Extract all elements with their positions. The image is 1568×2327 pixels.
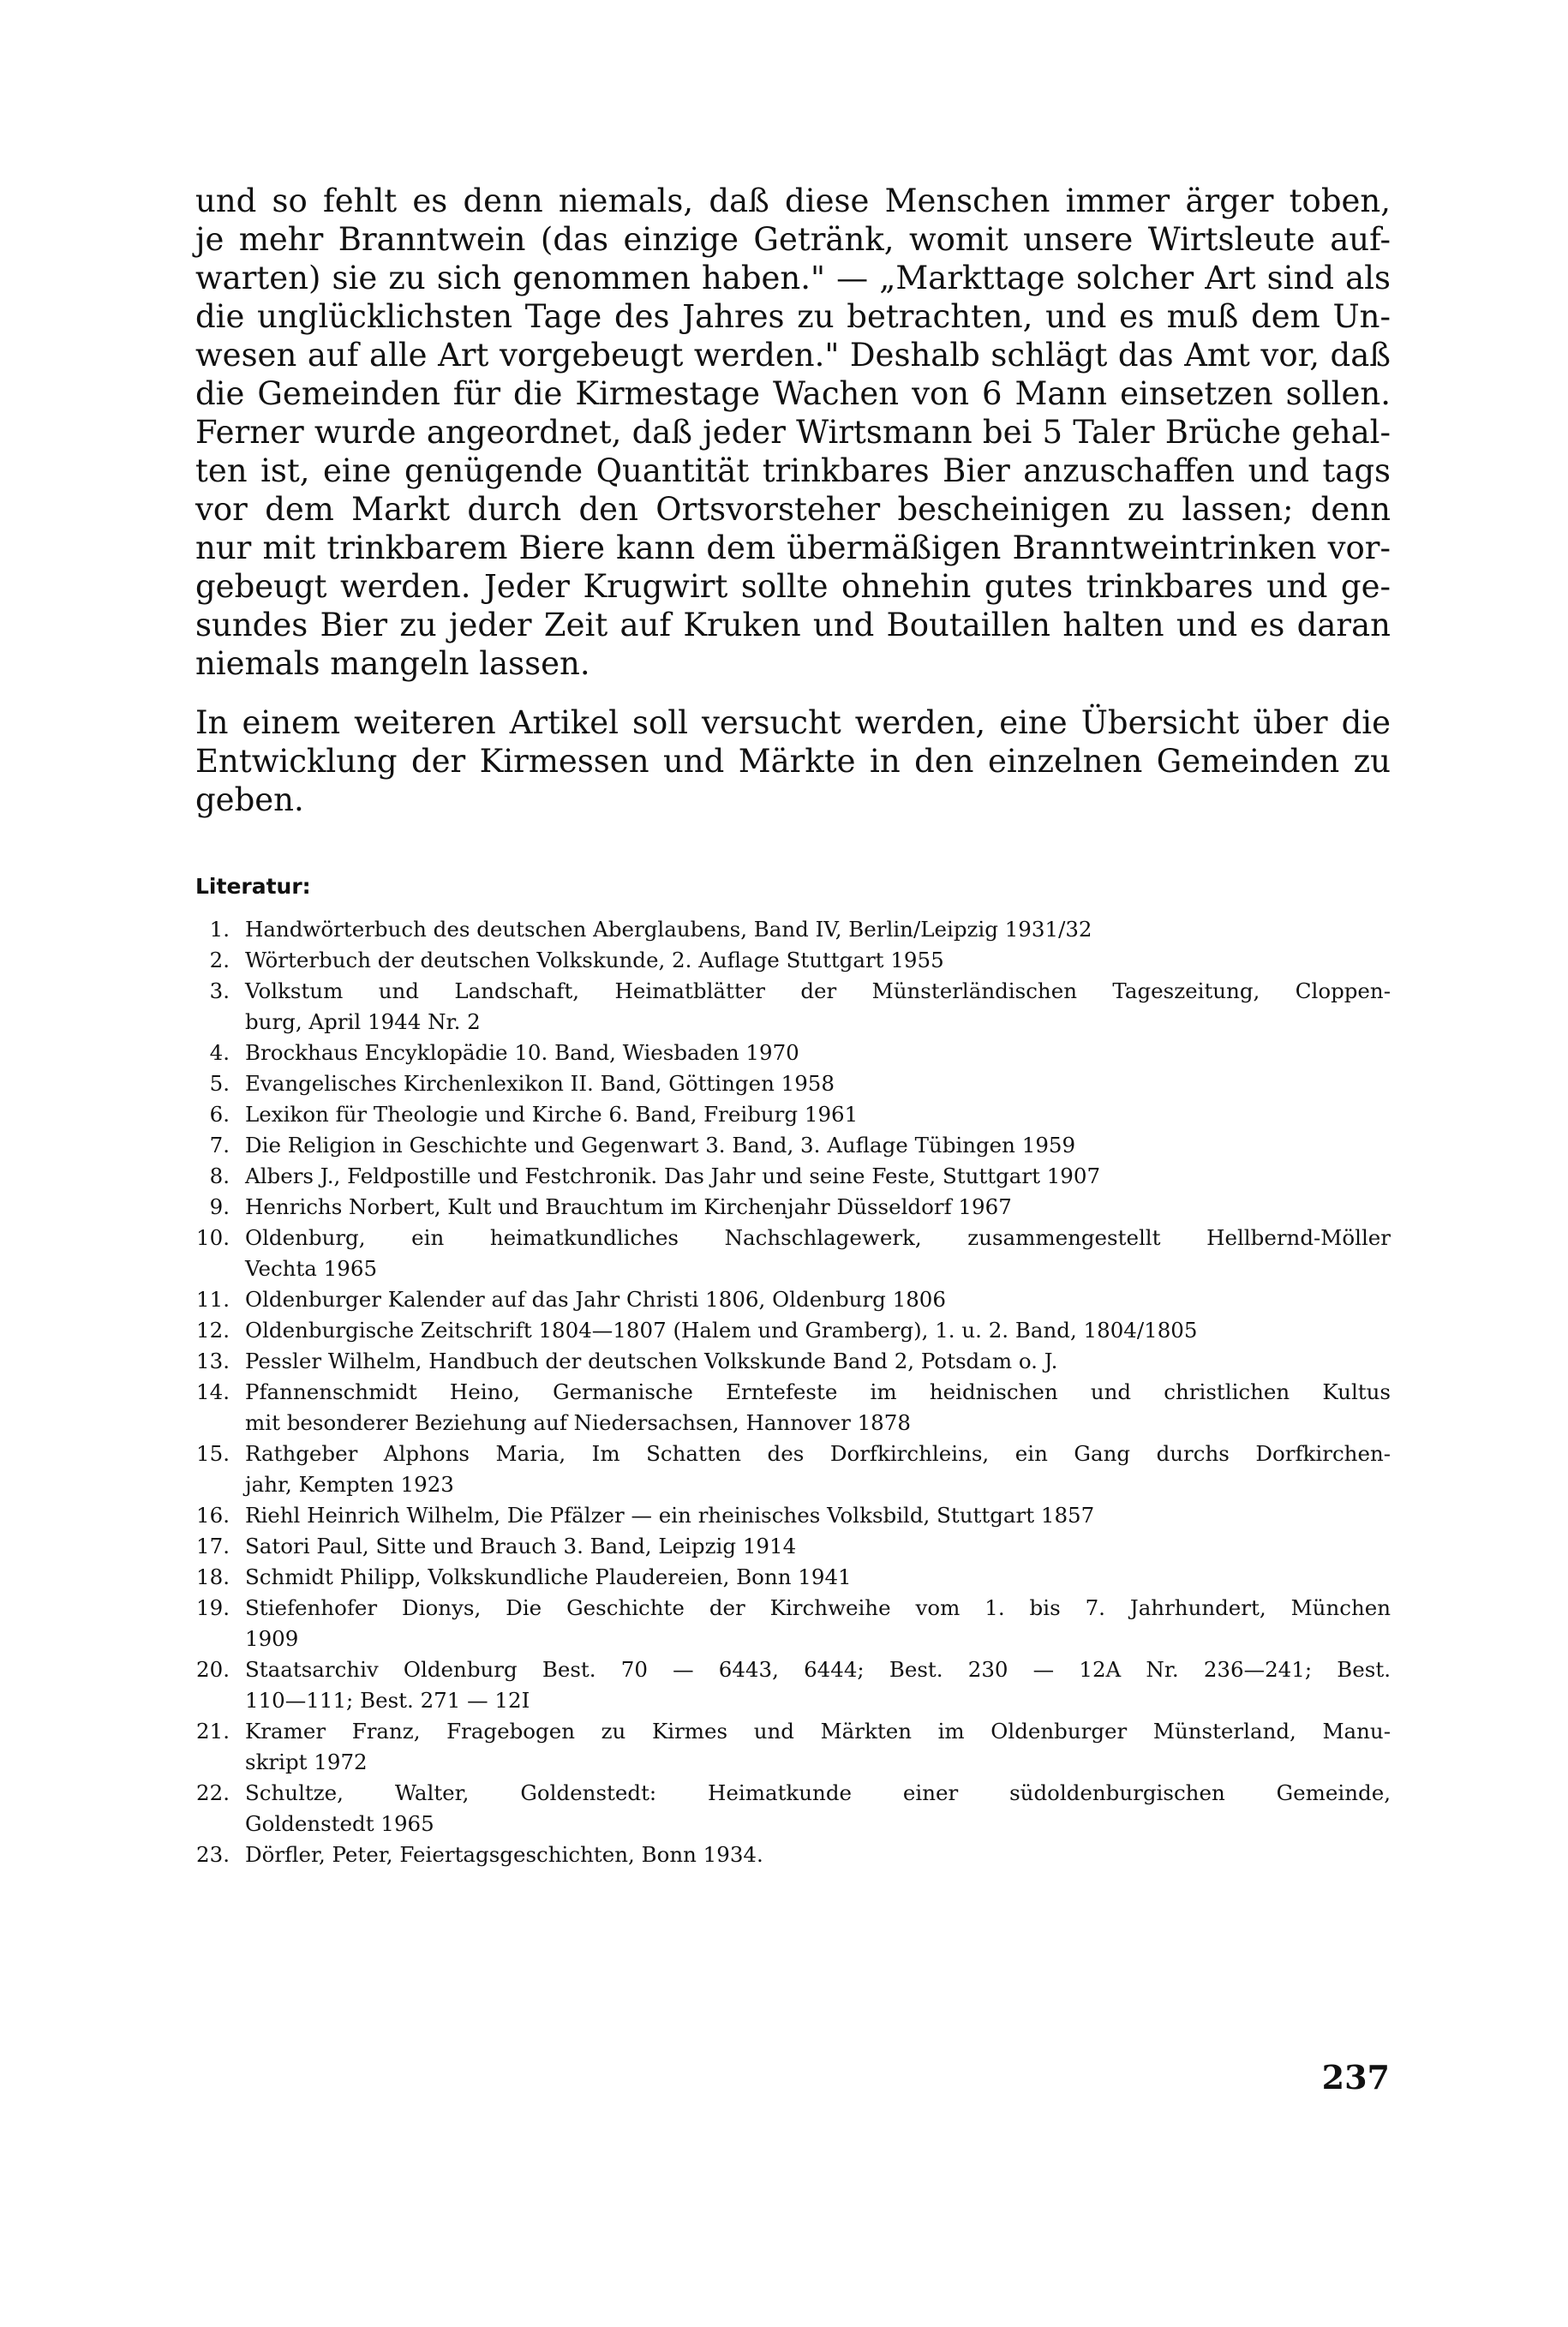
literature-item-line: skript 1972 (245, 1750, 368, 1774)
literature-item-number: 16. (196, 1503, 230, 1528)
literature-item (195, 1130, 1391, 1161)
body-line: gebeugt werden. Jeder Krugwirt sollte ohnehin gutes trinkbares und ge- (195, 568, 1391, 605)
literature-item (195, 1315, 1391, 1346)
literature-item-text (245, 1192, 1391, 1223)
literature-item-number: 10. (196, 1225, 230, 1250)
literature-item-text (245, 1099, 1391, 1130)
literature-item (195, 1839, 1391, 1870)
literature-item-line: Henrichs Norbert, Kult und Brauchtum im Kirchenjahr Düsseldorf 1967 (245, 1194, 1012, 1219)
body-line: Entwicklung der Kirmessen und Märkte in den einzelnen Gemeinden zu (195, 743, 1391, 780)
body-line: wesen auf alle Art vorgebeugt werden." Deshalb schlägt das Amt vor, daß (195, 337, 1391, 374)
body-line: niemals mangeln lassen. (195, 645, 590, 682)
literature-item (195, 1531, 1391, 1562)
literature-item-number: 11. (196, 1287, 230, 1312)
literature-item (195, 1099, 1391, 1130)
literature-item (195, 1778, 1391, 1839)
literature-item-line: Satori Paul, Sitte und Brauch 3. Band, Leipzig 1914 (245, 1534, 797, 1558)
literature-item-number: 22. (196, 1780, 230, 1805)
literature-item-line: Goldenstedt 1965 (245, 1811, 434, 1836)
literature-item-line: jahr, Kempten 1923 (245, 1472, 454, 1497)
page-number: 237 (1321, 2058, 1390, 2097)
literature-item-line: Staatsarchiv Oldenburg Best. 70 — 6443, 6444; Best. 230 — 12A Nr. 236—241; Best. (245, 1657, 1391, 1682)
literature-item-number: 21. (196, 1719, 230, 1744)
body-line: und so fehlt es denn niemals, daß diese Menschen immer ärger toben, (195, 182, 1391, 219)
literature-item-text (245, 1038, 1391, 1068)
literature-item-number: 3. (209, 978, 230, 1003)
body-line: ten ist, eine genügende Quantität trinkbares Bier anzuschaffen und tags (195, 452, 1391, 489)
body-line: geben. (195, 781, 304, 818)
literature-item-text (245, 1778, 1391, 1839)
literature-item-line: Schmidt Philipp, Volkskundliche Plaudereien, Bonn 1941 (245, 1564, 852, 1589)
literature-item-number: 12. (196, 1318, 230, 1343)
body-line: Ferner wurde angeordnet, daß jeder Wirtsmann bei 5 Taler Brüche gehal- (195, 414, 1391, 451)
literature-item (195, 1223, 1391, 1284)
literature-item (195, 1593, 1391, 1654)
literature-item-number: 23. (196, 1842, 230, 1867)
literature-item-text (245, 1716, 1391, 1778)
body-text (195, 182, 1391, 819)
literature-item-number: 17. (196, 1534, 230, 1558)
body-paragraph (195, 703, 1391, 819)
literature-item (195, 1377, 1391, 1439)
literature-item-number: 20. (196, 1657, 230, 1682)
literature-item-number: 7. (209, 1133, 230, 1158)
literature-item-text (245, 1161, 1391, 1192)
literature-item-line: Riehl Heinrich Wilhelm, Die Pfälzer — ein rheinisches Volksbild, Stuttgart 1857 (245, 1503, 1095, 1528)
body-line: je mehr Branntwein (das einzige Getränk, womit unsere Wirtsleute auf- (195, 221, 1391, 258)
literature-item (195, 1038, 1391, 1068)
body-line: nur mit trinkbarem Biere kann dem übermäßigen Branntweintrinken vor- (195, 529, 1391, 566)
literature-item (195, 945, 1391, 976)
literature-item-text (245, 1839, 1391, 1870)
literature-item-text (245, 1284, 1391, 1315)
literature-item-line: Pessler Wilhelm, Handbuch der deutschen Volkskunde Band 2, Potsdam o. J. (245, 1349, 1058, 1373)
literature-heading: Literatur: (195, 874, 311, 899)
literature-item (195, 1439, 1391, 1500)
literature-item (195, 1192, 1391, 1223)
literature-item (195, 1068, 1391, 1099)
literature-item-text (245, 914, 1391, 945)
literature-item-line: Brockhaus Encyklopädie 10. Band, Wiesbaden 1970 (245, 1040, 799, 1065)
literature-item-text (245, 1531, 1391, 1562)
literature-item (195, 1161, 1391, 1192)
literature-item-line: Oldenburg, ein heimatkundliches Nachschlagewerk, zusammengestellt Hellbernd-Möller (245, 1225, 1391, 1250)
literature-item-line: Wörterbuch der deutschen Volkskunde, 2. Auflage Stuttgart 1955 (245, 948, 944, 972)
literature-item-line: Vechta 1965 (245, 1256, 378, 1281)
literature-item-line: Lexikon für Theologie und Kirche 6. Band, Freiburg 1961 (245, 1102, 859, 1127)
literature-item-text (245, 976, 1391, 1038)
literature-item-text (245, 1130, 1391, 1161)
literature-list (195, 914, 1391, 1870)
body-line: sundes Bier zu jeder Zeit auf Kruken und Boutaillen halten und es daran (195, 607, 1391, 643)
literature-item-number: 14. (196, 1379, 230, 1404)
literature-item-text (245, 1346, 1391, 1377)
literature-item-line: Die Religion in Geschichte und Gegenwart 3. Band, 3. Auflage Tübingen 1959 (245, 1133, 1076, 1158)
body-line: warten) sie zu sich genommen haben." — „Markttage solcher Art sind als (195, 260, 1391, 296)
literature-item-text (245, 1068, 1391, 1099)
literature-item-line: Kramer Franz, Fragebogen zu Kirmes und Märkten im Oldenburger Münsterland, Manu- (245, 1719, 1391, 1744)
literature-item-number: 6. (209, 1102, 230, 1127)
literature-item-number: 8. (209, 1164, 230, 1188)
literature-item-line: Albers J., Feldpostille und Festchronik. Das Jahr und seine Feste, Stuttgart 1907 (245, 1164, 1101, 1188)
literature-item-text (245, 1593, 1391, 1654)
literature-item-text (245, 1562, 1391, 1593)
literature-item-text (245, 1500, 1391, 1531)
literature-item-line: Oldenburger Kalender auf das Jahr Christi 1806, Oldenburg 1806 (245, 1287, 946, 1312)
body-line: die unglücklichsten Tage des Jahres zu betrachten, und es muß dem Un- (195, 298, 1391, 335)
literature-item (195, 1562, 1391, 1593)
literature-item-number: 13. (196, 1349, 230, 1373)
literature-item-number: 18. (196, 1564, 230, 1589)
literature-item (195, 1500, 1391, 1531)
literature-item-line: Volkstum und Landschaft, Heimatblätter der Münsterländischen Tageszeitung, Cloppen- (245, 978, 1391, 1003)
literature-item (195, 976, 1391, 1038)
literature-item-number: 1. (209, 917, 230, 942)
literature-item-number: 4. (209, 1040, 230, 1065)
literature-item-line: 110—111; Best. 271 — 12I (245, 1688, 530, 1713)
body-line: In einem weiteren Artikel soll versucht werden, eine Übersicht über die (195, 704, 1391, 741)
literature-item-number: 9. (209, 1194, 230, 1219)
literature-item-number: 19. (196, 1595, 230, 1620)
literature-item-line: mit besonderer Beziehung auf Niedersachsen, Hannover 1878 (245, 1410, 911, 1435)
literature-item-number: 15. (196, 1441, 230, 1466)
literature-item-text (245, 1223, 1391, 1284)
body-paragraph (195, 182, 1391, 683)
literature-item-line: burg, April 1944 Nr. 2 (245, 1009, 481, 1034)
literature-item-line: Handwörterbuch des deutschen Aberglaubens, Band IV, Berlin/Leipzig 1931/32 (245, 917, 1092, 942)
literature-item-text (245, 1654, 1391, 1716)
literature-item-line: Rathgeber Alphons Maria, Im Schatten des Dorfkirchleins, ein Gang durchs Dorfkirchen- (245, 1441, 1391, 1466)
literature-item (195, 1654, 1391, 1716)
literature-item-text (245, 945, 1391, 976)
literature-item-text (245, 1439, 1391, 1500)
literature-item (195, 1346, 1391, 1377)
literature-item-line: Evangelisches Kirchenlexikon II. Band, Göttingen 1958 (245, 1071, 835, 1096)
literature-item-line: Oldenburgische Zeitschrift 1804—1807 (Halem und Gramberg), 1. u. 2. Band, 1804/1805 (245, 1318, 1198, 1343)
literature-item-text (245, 1315, 1391, 1346)
literature-item (195, 1716, 1391, 1778)
body-line: die Gemeinden für die Kirmestage Wachen von 6 Mann einsetzen sollen. (195, 375, 1391, 412)
literature-item-line: Dörfler, Peter, Feiertagsgeschichten, Bonn 1934. (245, 1842, 763, 1867)
literature-item-line: Schultze, Walter, Goldenstedt: Heimatkunde einer südoldenburgischen Gemeinde, (245, 1780, 1391, 1805)
literature-item-number: 2. (209, 948, 230, 972)
literature-item-text (245, 1377, 1391, 1439)
literature-item-number: 5. (209, 1071, 230, 1096)
literature-item-line: Pfannenschmidt Heino, Germanische Erntefeste im heidnischen und christlichen Kultus (245, 1379, 1391, 1404)
literature-item-line: 1909 (245, 1626, 299, 1651)
literature-item (195, 1284, 1391, 1315)
page-content (195, 182, 1391, 1870)
literature-item-line: Stiefenhofer Dionys, Die Geschichte der Kirchweihe vom 1. bis 7. Jahrhundert, München (245, 1595, 1391, 1620)
literature-item (195, 914, 1391, 945)
body-line: vor dem Markt durch den Ortsvorsteher bescheinigen zu lassen; denn (195, 491, 1391, 528)
